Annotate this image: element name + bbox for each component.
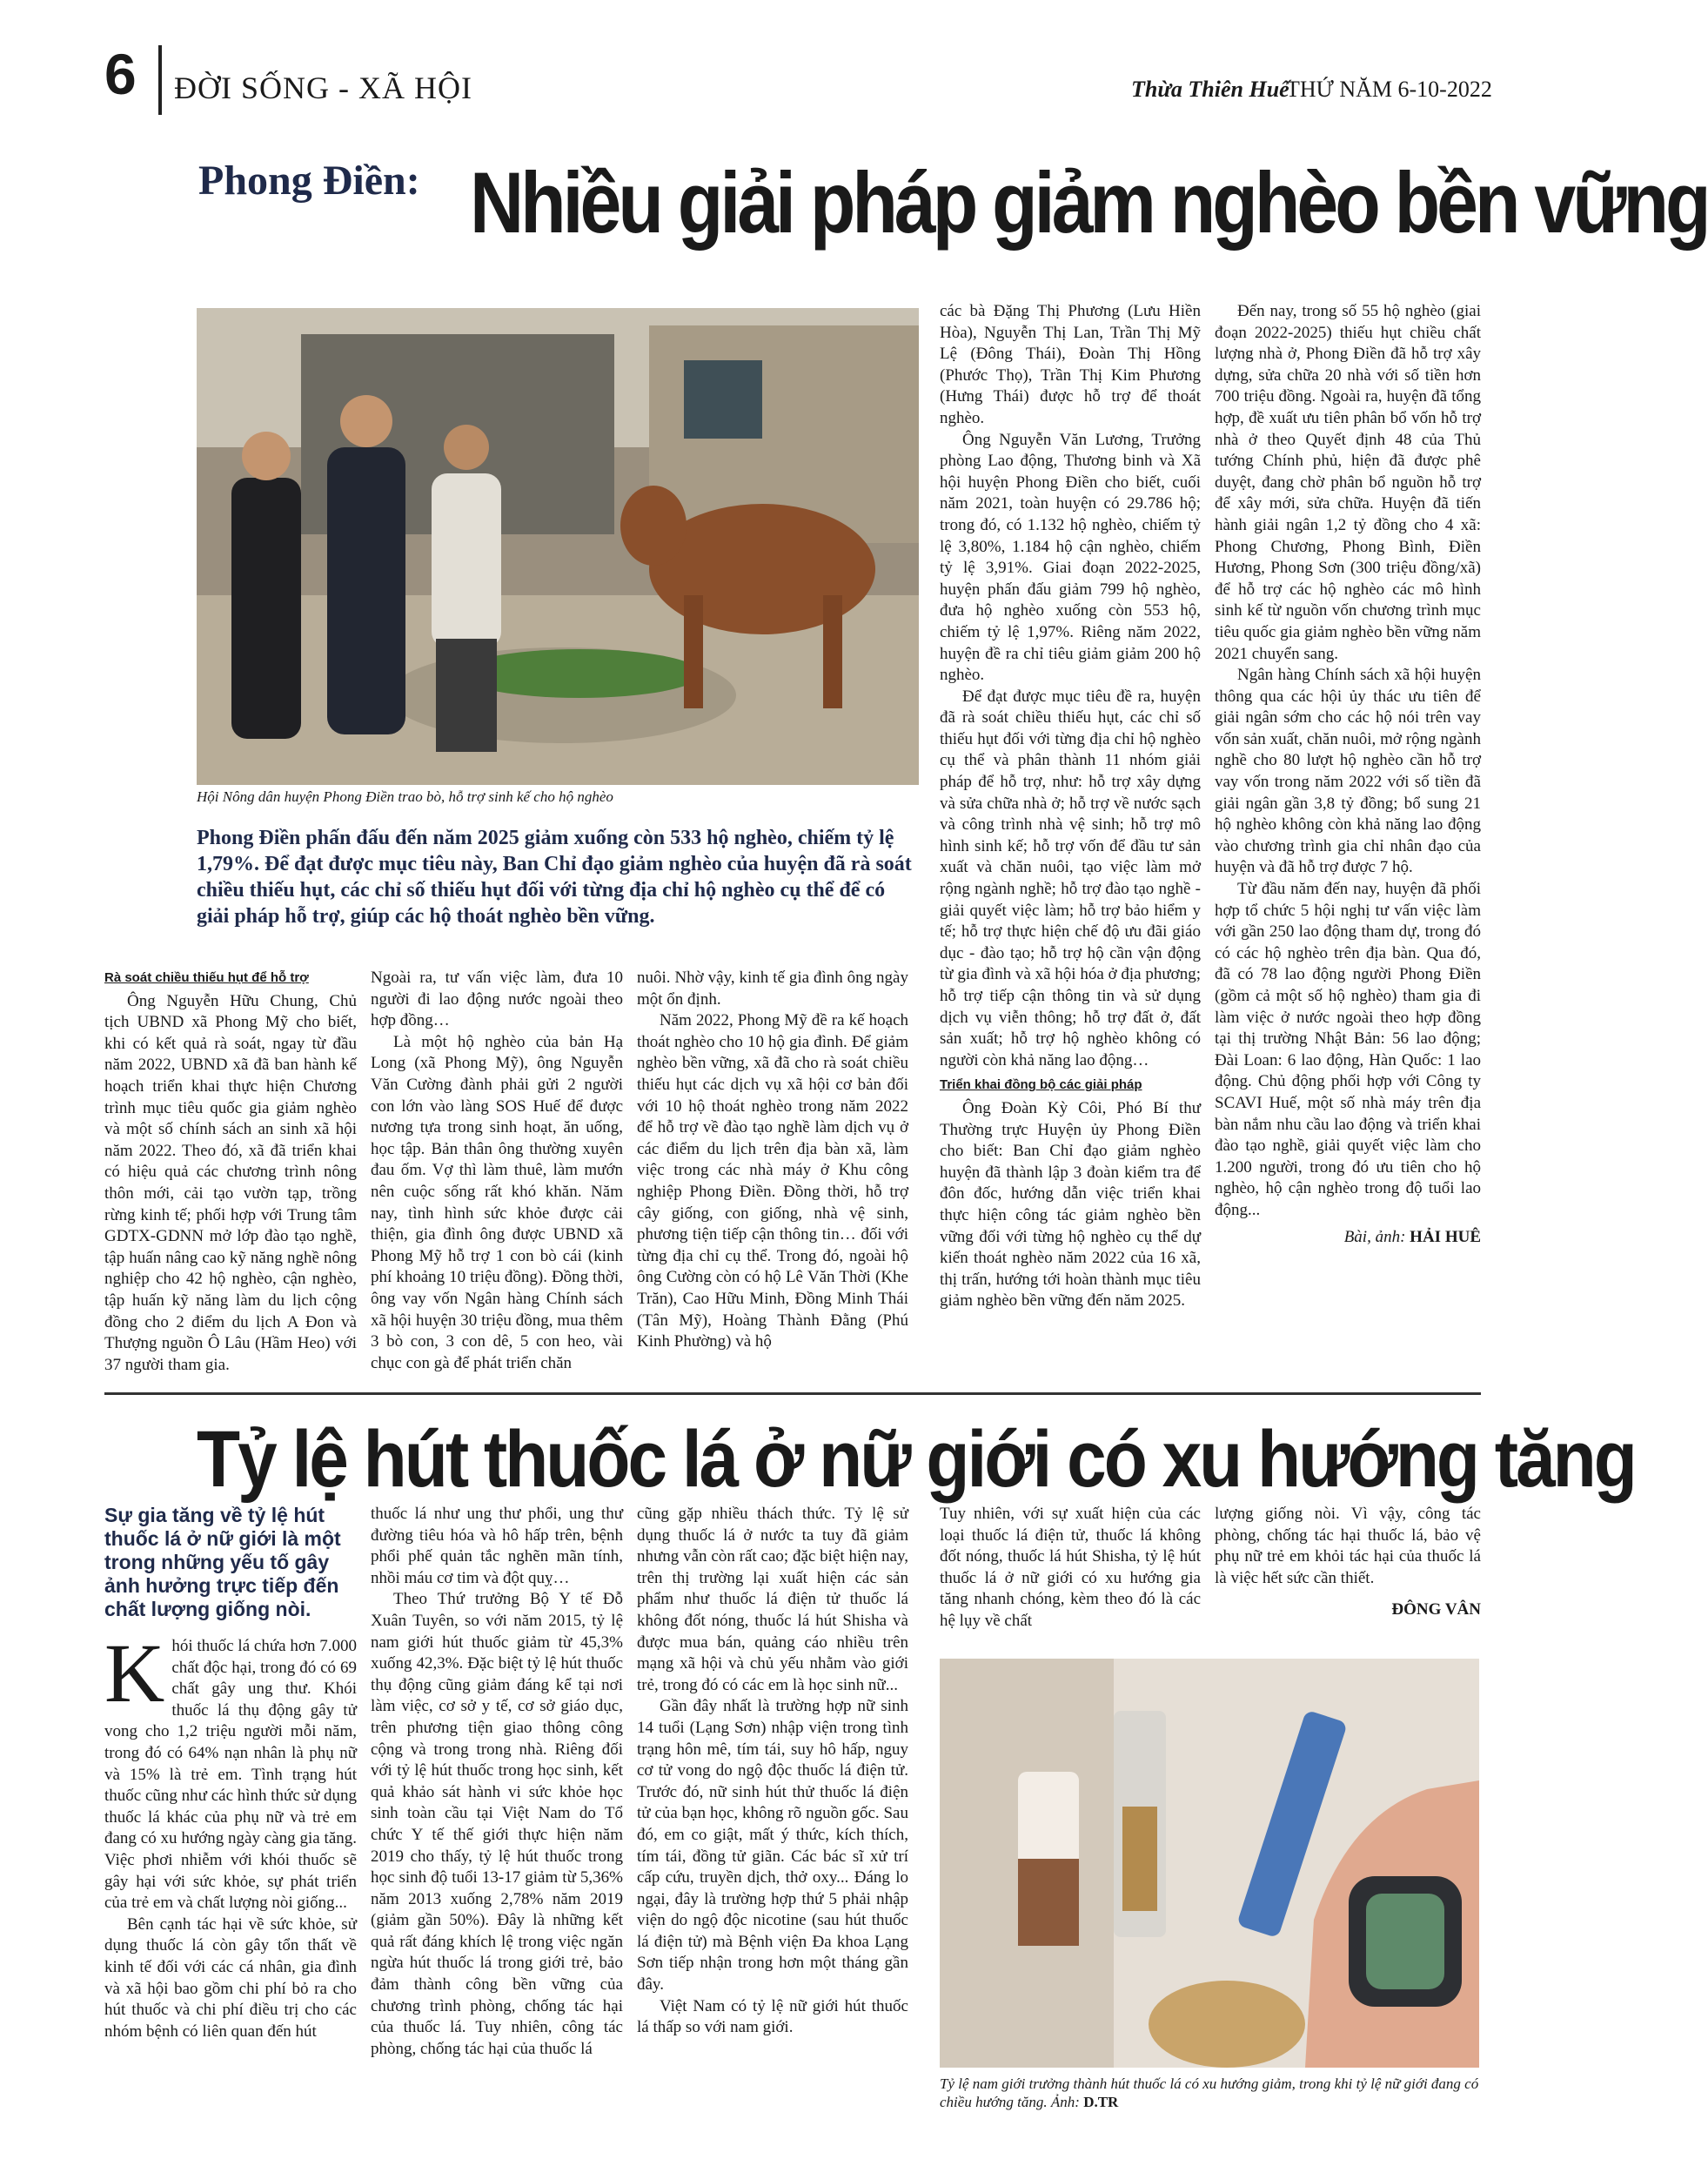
article2-column-1 bbox=[104, 1626, 357, 2042]
article1-column-1 bbox=[104, 968, 357, 1376]
paragraph-text: hói thuốc lá chứa hơn 7.000 chất độc hại, trong đó có 69 chất gây ung thư. Khói thuốc lá thụ động gây tử vong cho 1,2 triệu người mỗi năm, trong đó có 64% nạn nhân là phụ nữ và 15% là trẻ em. Tình trạng hút thuốc cũng như các hình thức sử dụng thuốc lá khác của phụ nữ và trẻ em đang có xu hướng ngày càng gia tăng. Việc phơi nhiễm với khói thuốc sẽ gây hại với sức khỏe, sự phát triển của trẻ em và chất lượng nòi giống... bbox=[104, 1637, 357, 1913]
paragraph: Theo Thứ trưởng Bộ Y tế Đỗ Xuân Tuyên, so với năm 2015, tỷ lệ nam giới hút thuốc giảm từ 45,3% xuống 42,3%. Đặc biệt tỷ lệ hút thuốc thụ động cũng giảm đáng kể tại nơi làm việc, cơ sở y tế, cơ sở giáo dục, trên phương tiện giao thông công cộng và trong trong nhà. Riêng đối với tỷ lệ hút thuốc trong học sinh, kết quả khảo sát hành vi sức khỏe học sinh toàn cầu tại Việt Nam do Tổ chức Y tế thế giới thực hiện năm 2019 cho thấy, tỷ lệ hút thuốc trong học sinh độ tuổi 13-17 giảm từ 5,36% năm 2013 xuống 2,78% năm 2019 (giảm gần 50%). Đây là những kết quả rất đáng khích lệ trong việc ngăn ngừa hút thuốc lá trong giới trẻ, bảo đảm thành công bền vững của chương trình phòng, chống tác hại của thuốc lá. Tuy nhiên, công tác phòng, chống tác hại của thuốc lá bbox=[371, 1590, 623, 2058]
article2-column-5 bbox=[1215, 1504, 1481, 1621]
paragraph: nuôi. Nhờ vậy, kinh tế gia đình ông ngày một ổn định. bbox=[637, 969, 908, 1009]
article2-column-3 bbox=[637, 1504, 908, 2039]
article1-subhead-2: Triển khai đồng bộ các giải pháp bbox=[940, 1077, 1142, 1093]
section-name: ĐỜI SỐNG - XÃ HỘI bbox=[174, 70, 472, 105]
paragraph: Để đạt được mục tiêu đề ra, huyện đã rà soát chiều thiếu hụt, các chỉ số thiếu hụt đối với từng địa chỉ hộ nghèo cụ thể và phân thành 11 nhóm giải pháp để hỗ trợ, như: hỗ trợ xây dựng và sửa chữa nhà ở; hỗ trợ về nước sạch và công trình nhà vệ sinh; hỗ trợ mô hình sinh kế; hỗ trợ vốn để đầu tư sản xuất và chăn nuôi, tạo việc làm mở rộng ngành nghề; hỗ trợ đào tạo nghề - giải quyết việc làm; hỗ trợ bảo hiểm y tế; hỗ trợ thực hiện chế độ ưu đãi giáo dục - đào tạo; hỗ trợ hộ cần vận động từ gia đình và xã hội hóa ở địa phương; hỗ trợ tiếp cận thông tin và sử dụng dịch vụ viễn thông; hỗ trợ đất ở, đất sản xuất; hỗ trợ hộ nghèo không có người còn khả năng lao động… bbox=[940, 687, 1201, 1069]
paragraph: Bên cạnh tác hại về sức khỏe, sử dụng thuốc lá còn gây tổn thất về kinh tế đối với các cá nhân, gia đình và xã hội bao gồm chi phí bỏ ra cho hút thuốc và chi phí điều trị cho các nhóm bệnh có liên quan đến hút bbox=[104, 1914, 357, 2041]
article1-column-3 bbox=[637, 968, 908, 1353]
paragraph: Ngân hàng Chính sách xã hội huyện thông qua các hội ủy thác ưu tiên để giải ngân sớm cho các hộ nói trên vay vốn sản xuất, chăn nuôi, mở rộng ngành nghề cho 80 lượt hộ nghèo cần hỗ trợ vay vốn trong năm 2022 với số tiền đã giải ngân gần 3,8 tỷ đồng; bổ sung 21 hộ nghèo không còn khả năng lao động vào chương trình gia chỉ nhân đạo của huyện và đã hỗ trợ được 7 hộ. bbox=[1215, 666, 1481, 877]
cow-handover-photo bbox=[197, 308, 919, 785]
article1-title: Nhiều giải pháp giảm nghèo bền vững bbox=[470, 155, 1708, 251]
article2-photo bbox=[940, 1659, 1479, 2068]
caption-text: Tỷ lệ nam giới trưởng thành hút thuốc lá có xu hướng giảm, trong khi tỷ lệ nữ giới đang có chiều hướng tăng. Ảnh: bbox=[940, 2075, 1479, 2110]
newspaper-name: Thừa Thiên Huế bbox=[1131, 77, 1289, 102]
paragraph: Ông Đoàn Kỳ Côi, Phó Bí thư Thường trực Huyện ủy Phong Điền cho biết: Ban Chỉ đạo giảm nghèo huyện đã thành lập 3 đoàn kiểm tra để đôn đốc, hướng dẫn việc triển khai thực hiện công tác giảm nghèo bền vững đối với từng hộ nghèo cụ thể dự kiến thoát nghèo năm 2022 của 16 xã, thị trấn, hướng tới hoàn thành mục tiêu giảm nghèo bền vững đến năm 2025. bbox=[940, 1098, 1201, 1311]
article2-column-4 bbox=[940, 1504, 1201, 1633]
article1-column-4 bbox=[940, 301, 1201, 1312]
header-divider bbox=[158, 45, 162, 115]
paragraph: Việt Nam có tỷ lệ nữ giới hút thuốc lá thấp so với nam giới. bbox=[637, 1996, 908, 2037]
byline-label: Bài, ảnh: bbox=[1343, 1227, 1406, 1246]
paragraph: Ông Nguyễn Văn Lương, Trưởng phòng Lao động, Thương binh và Xã hội huyện Phong Điền cho biết, cuối năm 2021, toàn huyện có 29.786 hộ; trong đó, có 1.132 hộ nghèo, chiếm tỷ lệ 3,80%, 1.184 hộ cận nghèo, chiếm tỷ lệ 3,91%. Giai đoạn 2022-2025, huyện phấn đấu giảm 799 hộ nghèo, đưa hộ nghèo xuống còn 553 hộ, chiếm tỷ lệ 1,97%. Riêng năm 2022, huyện đề ra chỉ tiêu giảm giảm 200 hộ nghèo. bbox=[940, 430, 1201, 685]
article1-column-5 bbox=[1215, 301, 1481, 1248]
paragraph: lượng giống nòi. Vì vậy, công tác phòng, chống tác hại thuốc lá, bảo vệ phụ nữ trẻ em khỏi tác hại của thuốc lá là việc hết sức cần thiết. bbox=[1215, 1505, 1481, 1587]
article2-byline: ĐÔNG VÂN bbox=[1391, 1600, 1481, 1619]
paragraph: Tuy nhiên, với sự xuất hiện của các loại thuốc lá điện tử, thuốc lá không đốt nóng, thuốc lá hút Shisha, tỷ lệ hút thuốc lá ở nữ giới có xu hướng gia tăng nhanh chóng, kèm theo đó là các hệ lụy về chất bbox=[940, 1505, 1201, 1630]
article2-title: Tỷ lệ hút thuốc lá ở nữ giới có xu hướng tăng bbox=[197, 1415, 1635, 1505]
paragraph bbox=[104, 1626, 357, 1914]
paragraph: thuốc lá như ung thư phổi, ung thư đường tiêu hóa và hô hấp trên, bệnh phổi phế quản tắc nghẽn mãn tính, nhồi máu cơ tim và đột quỵ… bbox=[371, 1505, 623, 1587]
paragraph: Là một hộ nghèo của bản Hạ Long (xã Phong Mỹ), ông Nguyễn Văn Cường đành phải gửi 2 người con lớn vào làng SOS Huế để được nương tựa trong sinh hoạt, ăn uống, học tập. Bản thân ông thường xuyên đau ốm. Vợ thì làm thuê, làm mướn nên cuộc sống rất khó khăn. Năm nay, tình hình sức khỏe được cải thiện, gia đình ông được UBND xã Phong Mỹ hỗ trợ 1 con bò cái (kinh phí khoảng 10 triệu đồng). Đồng thời, ông vay vốn Ngân hàng Chính sách xã hội huyện 30 triệu đồng, mua thêm 3 bò con, 3 con dê, 5 con heo, vài chục con gà để phát triển chăn bbox=[371, 1032, 623, 1372]
article1-byline bbox=[1215, 1227, 1481, 1249]
paragraph: cũng gặp nhiều thách thức. Tỷ lệ sử dụng thuốc lá ở nước ta tuy đã giảm nhưng vẫn còn rất cao; đặc biệt hiện nay, trên thị trường lại xuất hiện các sản phẩm như thuốc lá điện tử thuốc lá không đốt nóng, thuốc lá hút Shisha và được mua bán, quảng cáo nhiều trên mạng xã hội và chủ yếu nhằm vào giới trẻ, trong đó có các em là học sinh nữ... bbox=[637, 1505, 908, 1694]
article2-lead: Sự gia tăng về tỷ lệ hút thuốc lá ở nữ giới là một trong những yếu tố gây ảnh hưởng trực tiếp đến chất lượng giống nòi. bbox=[104, 1504, 341, 1620]
article1-prefix: Phong Điền: bbox=[198, 158, 420, 204]
drop-cap: K bbox=[104, 1626, 165, 1720]
article-divider bbox=[104, 1392, 1481, 1395]
article1-photo-caption: Hội Nông dân huyện Phong Điền trao bò, hỗ trợ sinh kế cho hộ nghèo bbox=[197, 788, 613, 805]
paragraph: Ông Nguyễn Hữu Chung, Chủ tịch UBND xã Phong Mỹ cho biết, khi có kết quả rà soát, ngay từ đầu năm 2022, UBND xã đã ban hành kế hoạch triển khai thực hiện Chương trình mục tiêu quốc gia giảm nghèo và một số chính sách an sinh xã hội năm 2022. Theo đó, xã đã triển khai có hiệu quả các chương trình nông thôn mới, cải tạo vườn tạp, trồng rừng kinh tế; phối hợp với Trung tâm GDTX-GDNN mở lớp đào tạo nghề, tập huấn nâng cao kỹ năng nghề nông nghiệp cho 42 hộ nghèo, cận nghèo, tập huấn kỹ năng làm du lịch cộng đồng cho 2 điểm du lịch A Đon và Thượng nguồn Ô Lâu (Hầm Heo) với 37 người tham gia. bbox=[104, 991, 357, 1374]
photo-credit: D.TR bbox=[1083, 2094, 1119, 2110]
paragraph: các bà Đặng Thị Phương (Lưu Hiền Hòa), Nguyễn Thị Lan, Trần Thị Mỹ Lệ (Đông Thái), Đoàn Thị Hồng (Phước Thọ), Trần Thị Kim Phương (Hưng Thái) được hỗ trợ để thoát nghèo. bbox=[940, 302, 1201, 427]
page-number: 6 bbox=[104, 42, 137, 106]
article2-column-2 bbox=[371, 1504, 623, 2060]
paragraph: Ngoài ra, tư vấn việc làm, đưa 10 người đi lao động nước ngoài theo hợp đồng… bbox=[371, 969, 623, 1030]
paragraph: Gần đây nhất là trường hợp nữ sinh 14 tuổi (Lạng Sơn) nhập viện trong tình trạng hôn mê, tím tái, suy hô hấp, nguy cơ tử vong do ngộ độc thuốc lá điện tử. Trước đó, nữ sinh hút thử thuốc lá điện tử của bạn học, không rõ nguồn gốc. Sau đó, em co giật, mất ý thức, kích thích, tím tái, đồng tử giãn. Các bác sĩ xử trí cấp cứu, truyền dịch, thở oxy... Đáng lo ngại, đây là trường hợp thứ 5 phải nhập viện do ngộ độc nicotine (sau hút thuốc lá điện tử) mà Bệnh viện Đa khoa Lạng Sơn tiếp nhận trong hơn một tháng gần đây. bbox=[637, 1697, 908, 1995]
article1-photo bbox=[197, 308, 919, 785]
article1-subhead-1: Rà soát chiều thiếu hụt để hỗ trợ bbox=[104, 970, 309, 985]
paragraph: Từ đầu năm đến nay, huyện đã phối hợp tổ chức 5 hội nghị tư vấn việc làm với gần 250 lao động tham dự, trong đó có các hộ nghèo trên địa bàn. Qua đó, đã có 78 lao động người Phong Điền (gồm cả một số hộ nghèo) tham gia đi làm việc ở nước ngoài theo hợp đồng tại thị trường Nhật Bản: 56 lao động; Đài Loan: 6 lao động, Hàn Quốc: 1 lao động. Chủ động phối hợp với Công ty SCAVI Huế, một số nhà máy trên địa bàn nắm nhu cầu lao động và triển khai đào tạo nghề, giải quyết việc làm cho 1.200 người, trong đó ưu tiên cho hộ nghèo, hộ cận nghèo trong độ tuổi lao động... bbox=[1215, 880, 1481, 1219]
paragraph: Năm 2022, Phong Mỹ đề ra kế hoạch thoát nghèo cho 10 hộ gia đình. Để giảm nghèo bền vững, xã đã cho rà soát chiều thiếu hụt các dịch vụ xã hội cơ bản đối với 10 hộ thoát nghèo trong năm 2022 để hỗ trợ về đào tạo nghề làm dịch vụ ở các điểm du lịch trên địa bàn xã, làm việc trong các nhà máy ở Khu công nghiệp Phong Điền. Đồng thời, hỗ trợ cây giống, con giống, nhà vệ sinh, phương tiện tiếp cận thông tin… đối với từng địa chỉ cụ thể. Trong đó, ngoài hộ ông Cường còn có hộ Lê Văn Thời (Khe Trăn), Cao Hữu Minh, Đồng Minh Thái (Tân Mỹ), Hoàng Thành Đằng (Phú Kinh Phường) và hộ bbox=[637, 1011, 908, 1351]
article2-photo-caption bbox=[940, 2075, 1479, 2111]
issue-date: THỨ NĂM 6-10-2022 bbox=[1286, 77, 1492, 102]
byline-author: HẢI HUÊ bbox=[1410, 1227, 1481, 1246]
paragraph: Đến nay, trong số 55 hộ nghèo (giai đoạn 2022-2025) thiếu hụt chiều chất lượng nhà ở, Phong Điền đã hỗ trợ xây dựng, sửa chữa 20 nhà với số tiền hơn 700 triệu đồng. Ngoài ra, huyện đã tổng hợp, đề xuất ưu tiên phân bổ vốn hỗ trợ nhà ở theo Quyết định 48 của Thủ tướng Chính phủ, hiện đã được phê duyệt, đang chờ phân bổ nguồn hỗ trợ để xây mới, sửa chữa. Huyện đã tiến hành giải ngân 1,2 tỷ đồng cho 4 xã: Phong Chương, Phong Bình, Điền Hương, Phong Sơn (300 triệu đồng/xã) để hỗ trợ các hộ nghèo các mô hình sinh kế từ nguồn vốn chương trình mục tiêu quốc gia giảm nghèo bền vững năm 2021 chuyển sang. bbox=[1215, 302, 1481, 663]
article1-lead: Phong Điền phấn đấu đến năm 2025 giảm xuống còn 533 hộ nghèo, chiếm tỷ lệ 1,79%. Để đạt được mục tiêu này, Ban Chỉ đạo giảm nghèo của huyện đã rà soát chiều thiếu hụt, các chỉ số thiếu hụt đối với từng địa chỉ hộ nghèo cụ thể để có giải pháp hỗ trợ, giúp các hộ thoát nghèo bền vững. bbox=[197, 827, 912, 928]
article1-column-2 bbox=[371, 968, 623, 1374]
vape-photo bbox=[940, 1659, 1479, 2068]
